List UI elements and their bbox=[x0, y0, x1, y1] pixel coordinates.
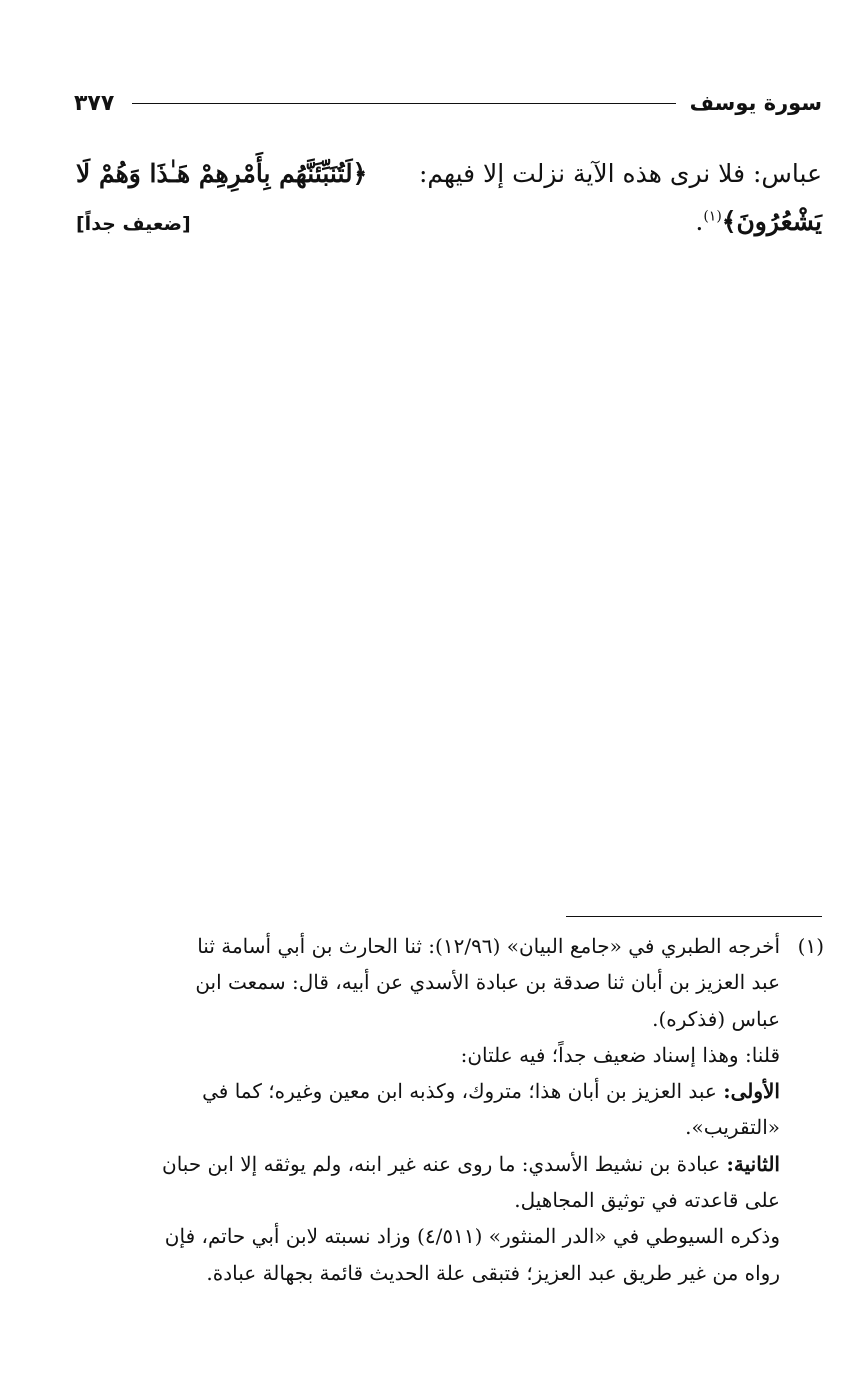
quran-verse-end: يَشْعُرُونَ﴾ bbox=[721, 207, 822, 236]
sentence-end: . bbox=[695, 207, 704, 236]
main-text bbox=[76, 150, 822, 248]
footnote-line: عبد العزيز بن أبان ثنا صدقة بن عبادة الأسدي عن أبيه، قال: سمعت ابن bbox=[195, 970, 780, 995]
surah-title: سورة يوسف bbox=[689, 91, 822, 115]
footnote-line: عباس (فذكره). bbox=[652, 1006, 780, 1031]
footnote-body bbox=[72, 928, 780, 1291]
footnote-line: وذكره السيوطي في «الدر المنثور» (٤/٥١١) وزاد نسبته لابن أبي حاتم، فإن bbox=[164, 1224, 780, 1249]
footnote bbox=[72, 928, 824, 1291]
footnote-line: رواه من غير طريق عبد العزيز؛ فتبقى علة الحديث قائمة بجهالة عبادة. bbox=[206, 1260, 780, 1285]
main-text-line-2 bbox=[76, 198, 822, 248]
header-rule bbox=[132, 103, 675, 104]
narration-text: عباس: فلا نرى هذه الآية نزلت إلا فيهم: bbox=[418, 159, 822, 188]
footnote-line: على قاعدته في توثيق المجاهيل. bbox=[514, 1188, 780, 1213]
second-defect-label: الثانية: bbox=[726, 1151, 780, 1176]
hadith-grading: [ضعيف جداً] bbox=[76, 213, 191, 235]
footnote-line-second-defect bbox=[72, 1146, 780, 1182]
footnote-number: (١) bbox=[797, 934, 824, 958]
first-defect-text: عبد العزيز بن أبان هذا؛ متروك، وكذبه ابن معين وغيره؛ كما في bbox=[202, 1079, 717, 1104]
footnote-line: «التقريب». bbox=[685, 1115, 780, 1140]
second-defect-text: عبادة بن نشيط الأسدي: ما روى عنه غير ابنه، ولم يوثقه إلا ابن حبان bbox=[162, 1151, 721, 1176]
footnote-reference: (١) bbox=[703, 208, 722, 225]
footnote-line-first-defect bbox=[72, 1073, 780, 1109]
running-header bbox=[74, 88, 822, 118]
page-number: ٣٧٧ bbox=[74, 90, 115, 116]
footnote-line: أخرجه الطبري في «جامع البيان» (١٢/٩٦): ثنا الحارث بن أبي أسامة ثنا bbox=[197, 934, 780, 958]
footnote-separator bbox=[566, 916, 822, 917]
footnote-line: قلنا: وهذا إسناد ضعيف جداً؛ فيه علتان: bbox=[460, 1042, 780, 1067]
first-defect-label: الأولى: bbox=[723, 1079, 780, 1104]
quran-verse: ﴿لَتُنَبِّئَنَّهُم بِأَمْرِهِمْ هَـٰذَا وَهُمْ لَا bbox=[76, 159, 368, 188]
main-text-line-1 bbox=[76, 150, 822, 198]
